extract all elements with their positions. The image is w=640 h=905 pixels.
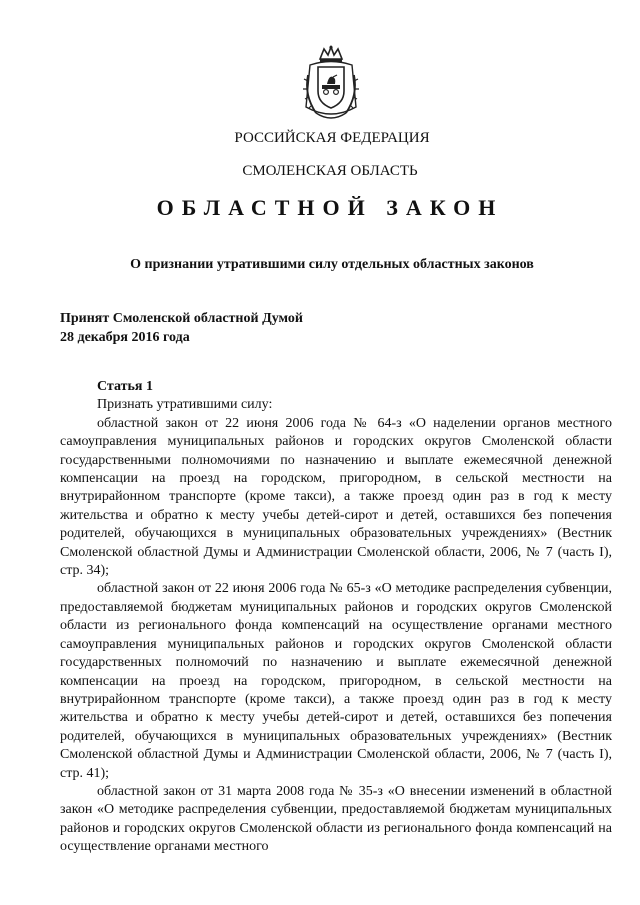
adoption-date: 28 декабря 2016 года: [60, 330, 190, 345]
article-paragraph: областной закон от 22 июня 2006 года № 64-з «О наделении органов местного самоуправления муниципальных районов и городских округов Смоленской области государственными полномочиями по назначению и выплате ежемесячной денежной компенсации на проезд на городском, пригородном, в сельской местности на внутрирайонном транспорте (кроме такси), а также проезд один раз в год к месту жительства и обратно к месту учебы детей-сирот и детей, оставшихся без попечения родителей, обучающихся в муниципальных образовательных учреждениях» (Вестник Смоленской областной Думы и Администрации Смоленской области, 2006, № 7 (часть I), стр. 34);: [60, 415, 612, 579]
article-heading: Статья 1: [97, 379, 153, 394]
article-1: [60, 378, 612, 857]
adopted-by: Принят Смоленской областной Думой: [60, 311, 303, 326]
document-type-title: ОБЛАСТНОЙ ЗАКОН: [156, 195, 504, 220]
adoption-block: [60, 309, 303, 347]
country-name: РОССИЙСКАЯ ФЕДЕРАЦИЯ: [234, 130, 430, 146]
law-subject: О признании утратившими силу отдельных областных законов: [130, 257, 534, 272]
smolensk-coat-of-arms-icon: [296, 45, 366, 125]
region-name: СМОЛЕНСКАЯ ОБЛАСТЬ: [242, 163, 418, 179]
article-paragraph: областной закон от 22 июня 2006 года № 65-з «О методике распределения субвенции, предоставляемой бюджетам муниципальных районов и городских округов Смоленской области из регионального фонда компенсаций на осуществление органами местного самоуправления муниципальных районов и городских округов Смоленской области государственных полномочий по назначению и выплате ежемесячной денежной компенсации на проезд на городском, пригородном, в сельской местности на внутрирайонном транспорте (кроме такси), а также проезд один раз в год к месту жительства и обратно к месту учебы детей-сирот и детей, оставшихся без попечения родителей, обучающихся в муниципальных образовательных учреждениях» (Вестник Смоленской областной Думы и Администрации Смоленской области, 2006, № 7 (часть I), стр. 41);: [60, 581, 612, 781]
article-intro: Признать утратившими силу:: [97, 397, 273, 413]
article-paragraph: областной закон от 31 марта 2008 года № 35-з «О внесении изменений в областной закон «О методике распределения субвенции, предоставляемой бюджетам муниципальных районов и городских округов Смоленской области из регионального фонда компенсаций на осуществление органами местного: [60, 783, 612, 855]
